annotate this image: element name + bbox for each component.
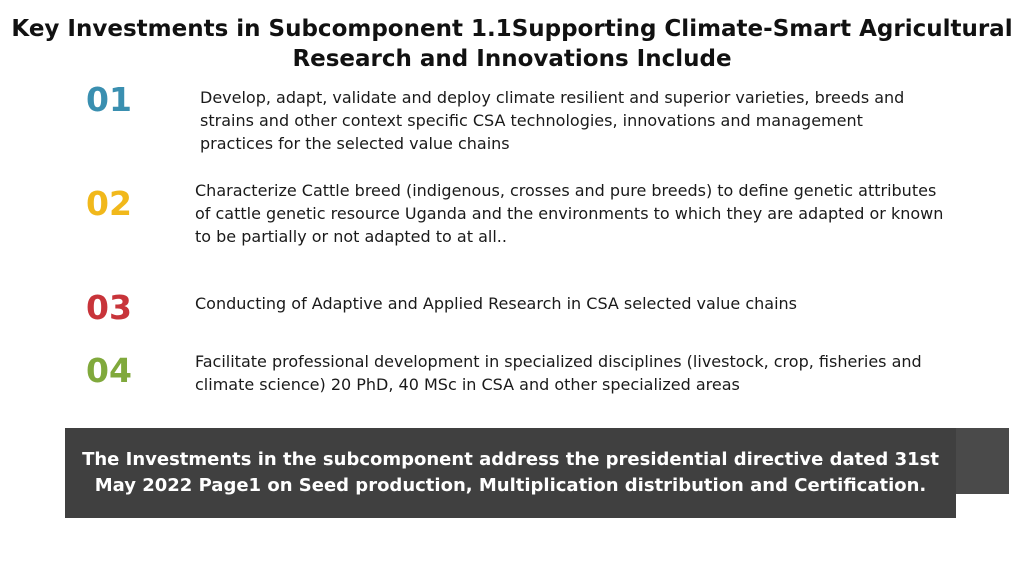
- item-text-02: Characterize Cattle breed (indigenous, crosses and pure breeds) to define genetic attributes of cattle genetic resource Uganda and the environments to which they are adapted or known to be partially or not adapted to at all..: [195, 181, 944, 246]
- banner-text: The Investments in the subcomponent address the presidential directive dated 31st May 2022 Page1 on Seed production, Multiplication distribution and Certification.: [82, 449, 939, 496]
- item-text-04: Facilitate professional development in specialized disciplines (livestock, crop, fisheries and climate science) 20 PhD, 40 MSc in CSA and other specialized areas: [195, 352, 922, 394]
- slide-title: Key Investments in Subcomponent 1.1Supporting Climate-Smart Agricultural Research and Innovations Include: [11, 16, 1013, 72]
- item-number-04: 04: [86, 351, 132, 390]
- item-text-03: Conducting of Adaptive and Applied Research in CSA selected value chains: [195, 294, 798, 313]
- item-number-01: 01: [86, 80, 132, 119]
- item-number-02: 02: [86, 184, 132, 223]
- item-number-03: 03: [86, 288, 132, 327]
- item-text-01: Develop, adapt, validate and deploy climate resilient and superior varieties, breeds and strains and other context specific CSA technologies, innovations and management practices for the selected value chains: [200, 88, 905, 153]
- directive-banner: [65, 428, 956, 518]
